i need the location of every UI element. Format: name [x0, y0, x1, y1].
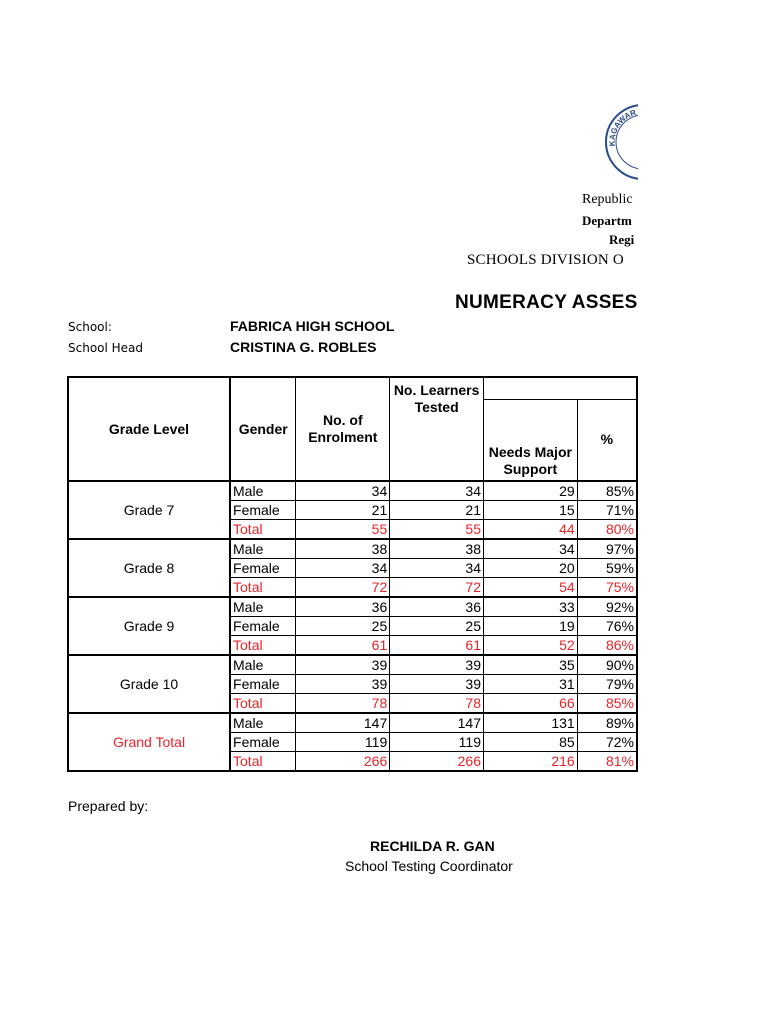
- svg-text:KAGAWAR: [608, 108, 638, 147]
- page-title: NUMERACY ASSES: [455, 292, 638, 313]
- needs-cell: 31: [483, 675, 577, 694]
- grade-level-cell: Grade 7: [68, 481, 230, 539]
- needs-cell: 19: [483, 617, 577, 636]
- tested-cell: 36: [390, 597, 484, 617]
- gender-cell: Male: [230, 713, 296, 733]
- enrolment-cell: 72: [296, 578, 390, 598]
- header-department: Departm: [582, 213, 632, 228]
- tested-cell: 21: [390, 501, 484, 520]
- gender-cell: Total: [230, 520, 296, 540]
- gender-cell: Female: [230, 733, 296, 752]
- grade-level-cell: Grade 8: [68, 539, 230, 597]
- table-row: [68, 539, 637, 559]
- header-division: SCHOOLS DIVISION O: [467, 252, 624, 268]
- needs-cell: 33: [483, 597, 577, 617]
- pct-cell: 85%: [577, 694, 637, 714]
- tested-cell: 34: [390, 481, 484, 501]
- pct-cell: 85%: [577, 481, 637, 501]
- gender-cell: Total: [230, 694, 296, 714]
- enrolment-cell: 147: [296, 713, 390, 733]
- grade-level-cell: Grade 9: [68, 597, 230, 655]
- pct-cell: 81%: [577, 752, 637, 772]
- pct-cell: 79%: [577, 675, 637, 694]
- tested-cell: 266: [390, 752, 484, 772]
- pct-cell: 71%: [577, 501, 637, 520]
- enrolment-cell: 21: [296, 501, 390, 520]
- gender-cell: Female: [230, 559, 296, 578]
- header-gender: Gender: [230, 377, 296, 481]
- gender-cell: Total: [230, 636, 296, 656]
- pct-cell: 86%: [577, 636, 637, 656]
- enrolment-cell: 61: [296, 636, 390, 656]
- enrolment-cell: 78: [296, 694, 390, 714]
- header-needs-major-support: Needs Major Support: [483, 399, 577, 481]
- header-region: Regi: [609, 232, 635, 247]
- table-body: [68, 481, 637, 771]
- tested-cell: 38: [390, 539, 484, 559]
- enrolment-cell: 25: [296, 617, 390, 636]
- seal-text: KAGAWAR: [607, 107, 638, 147]
- pct-cell: 97%: [577, 539, 637, 559]
- enrolment-cell: 55: [296, 520, 390, 540]
- header-republic: Republic: [582, 192, 633, 207]
- tested-cell: 34: [390, 559, 484, 578]
- needs-cell: 15: [483, 501, 577, 520]
- pct-cell: 75%: [577, 578, 637, 598]
- gender-cell: Male: [230, 597, 296, 617]
- gender-cell: Male: [230, 539, 296, 559]
- tested-cell: 78: [390, 694, 484, 714]
- pct-cell: 76%: [577, 617, 637, 636]
- table-row: [68, 481, 637, 501]
- needs-cell: 52: [483, 636, 577, 656]
- enrolment-cell: 36: [296, 597, 390, 617]
- needs-cell: 34: [483, 539, 577, 559]
- needs-cell: 20: [483, 559, 577, 578]
- gender-cell: Female: [230, 501, 296, 520]
- school-head-value: CRISTINA G. ROBLES: [230, 339, 377, 355]
- pct-cell: 80%: [577, 520, 637, 540]
- school-value: FABRICA HIGH SCHOOL: [230, 318, 395, 334]
- tested-cell: 61: [390, 636, 484, 656]
- deped-seal-icon: [603, 102, 638, 182]
- numeracy-table: [67, 376, 638, 772]
- school-head-label: School Head: [68, 341, 144, 355]
- gender-cell: Male: [230, 655, 296, 675]
- signatory-role: School Testing Coordinator: [345, 858, 513, 874]
- tested-cell: 39: [390, 675, 484, 694]
- table-row: [68, 713, 637, 733]
- needs-cell: 29: [483, 481, 577, 501]
- needs-cell: 85: [483, 733, 577, 752]
- gender-cell: Male: [230, 481, 296, 501]
- header-grade-level: Grade Level: [68, 377, 230, 481]
- enrolment-cell: 39: [296, 655, 390, 675]
- needs-cell: 44: [483, 520, 577, 540]
- pct-cell: 72%: [577, 733, 637, 752]
- enrolment-cell: 34: [296, 559, 390, 578]
- enrolment-cell: 266: [296, 752, 390, 772]
- tested-cell: 119: [390, 733, 484, 752]
- table-row: [68, 597, 637, 617]
- header-learners-tested: No. Learners Tested: [390, 377, 484, 481]
- enrolment-cell: 34: [296, 481, 390, 501]
- enrolment-cell: 39: [296, 675, 390, 694]
- header-percent: %: [577, 399, 637, 481]
- gender-cell: Total: [230, 752, 296, 772]
- needs-cell: 131: [483, 713, 577, 733]
- tested-cell: 25: [390, 617, 484, 636]
- tested-cell: 55: [390, 520, 484, 540]
- tested-cell: 72: [390, 578, 484, 598]
- needs-cell: 35: [483, 655, 577, 675]
- tested-cell: 39: [390, 655, 484, 675]
- enrolment-cell: 38: [296, 539, 390, 559]
- needs-cell: 54: [483, 578, 577, 598]
- pct-cell: 92%: [577, 597, 637, 617]
- prepared-by-label: Prepared by:: [68, 798, 149, 814]
- gender-cell: Female: [230, 675, 296, 694]
- needs-cell: 66: [483, 694, 577, 714]
- header-enrolment: No. of Enrolment: [296, 377, 390, 481]
- enrolment-cell: 119: [296, 733, 390, 752]
- pct-cell: 89%: [577, 713, 637, 733]
- tested-cell: 147: [390, 713, 484, 733]
- needs-cell: 216: [483, 752, 577, 772]
- signatory-name: RECHILDA R. GAN: [370, 838, 495, 854]
- pct-cell: 59%: [577, 559, 637, 578]
- gender-cell: Female: [230, 617, 296, 636]
- table-row: [68, 655, 637, 675]
- header-group: [483, 377, 637, 399]
- grade-level-cell: Grade 10: [68, 655, 230, 713]
- school-label: School:: [68, 320, 112, 334]
- pct-cell: 90%: [577, 655, 637, 675]
- grade-level-cell: Grand Total: [68, 713, 230, 771]
- gender-cell: Total: [230, 578, 296, 598]
